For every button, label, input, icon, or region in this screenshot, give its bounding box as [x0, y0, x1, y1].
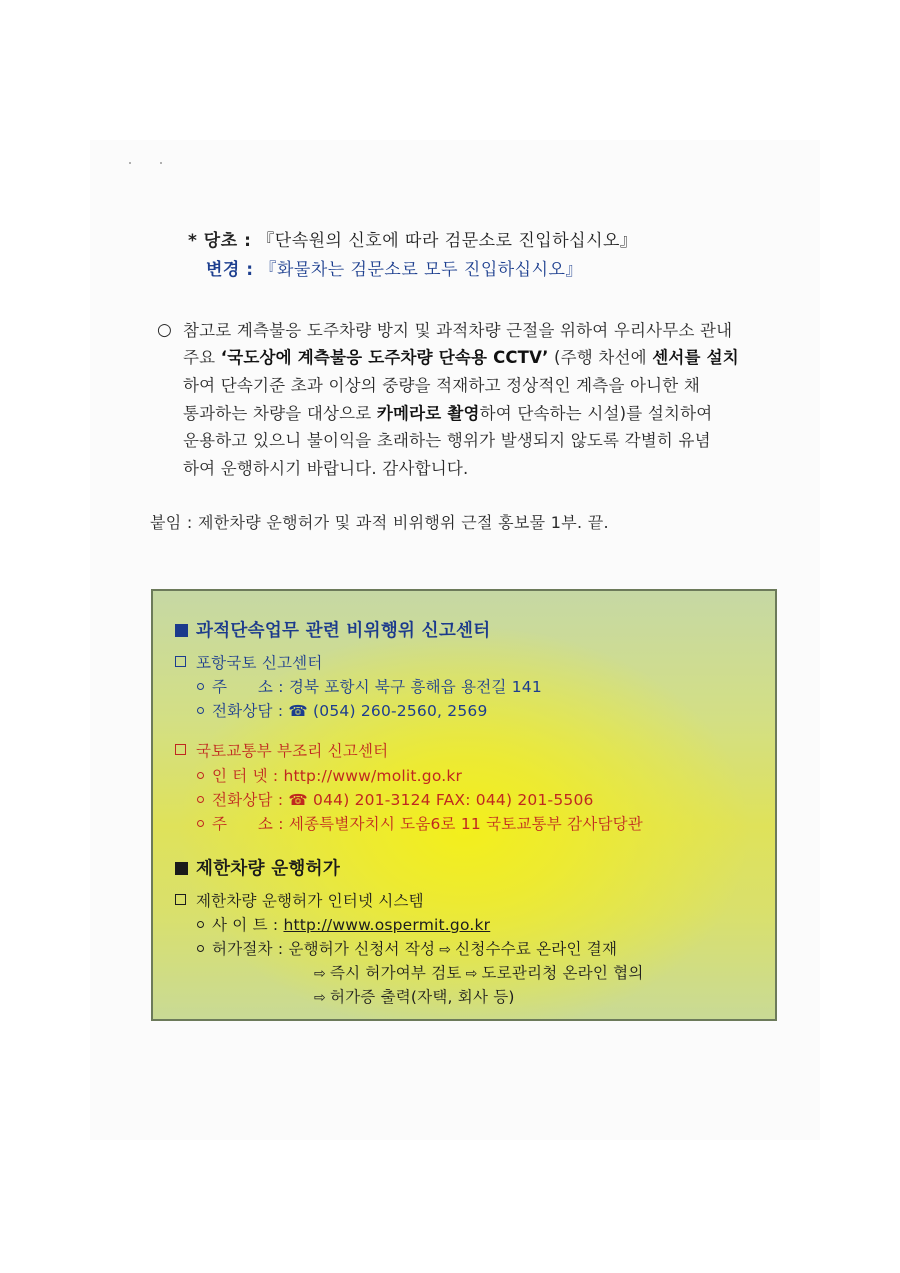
molit-phone	[197, 788, 594, 810]
bullet-icon	[197, 796, 204, 803]
pohang-address	[197, 675, 542, 697]
bullet-icon	[197, 921, 204, 928]
field-label: 전화상담 :	[212, 702, 284, 720]
field-label: 사 이 트 :	[212, 916, 279, 934]
field-label: 주 소 :	[212, 678, 284, 696]
paragraph-bullet: ○	[157, 320, 173, 340]
molit-center-heading	[175, 739, 388, 761]
procedure-step: 신청수수료 온라인 결재	[455, 940, 618, 958]
paragraph-emphasis: 센서를 설치	[652, 348, 739, 367]
center-name: 국토교통부 부조리 신고센터	[196, 742, 389, 760]
paragraph-text: 하여 단속하는 시설)를 설치하여	[479, 404, 713, 423]
arrow-right-icon: ⇨	[465, 966, 478, 982]
paragraph-line: 하여 단속기준 초과 이상의 중량을 적재하고 정상적인 계측을 아니한 채	[183, 376, 701, 395]
paragraph-line: 참고로 계측불응 도주차량 방지 및 과적차량 근절을 위하여 우리사무소 관내	[183, 321, 733, 340]
permit-procedure-cont	[310, 961, 644, 983]
scan-speck	[160, 162, 162, 164]
arrow-right-icon: ⇨	[314, 990, 326, 1006]
notice-original-text: 『단속원의 신호에 따라 검문소로 진입하십시오』	[257, 231, 638, 251]
paragraph-line: 운용하고 있으니 불이익을 초래하는 행위가 발생되지 않도록 각별히 유념	[183, 431, 711, 450]
arrow-right-icon: ⇨	[439, 942, 452, 958]
procedure-step: 허가증 출력(자택, 회사 등)	[329, 988, 515, 1006]
notice-changed	[206, 255, 583, 280]
permit-system-heading	[175, 889, 424, 911]
paragraph-text: 통과하는 차량을 대상으로	[183, 404, 377, 423]
filled-square-icon	[175, 862, 188, 875]
attachment-note: 붙임 : 제한차량 운행허가 및 과적 비위행위 근절 홍보물 1부. 끝.	[150, 513, 609, 532]
bullet-icon	[197, 683, 204, 690]
molit-link[interactable]: http://www/molit.go.kr	[283, 767, 463, 785]
notice-original-prefix: * 당초 :	[188, 231, 252, 251]
filled-square-icon	[175, 624, 188, 637]
hollow-square-icon	[175, 894, 186, 905]
notice-changed-prefix: 변경 :	[206, 260, 254, 280]
paragraph-text: 주요	[183, 348, 221, 367]
field-label: 인 터 넷 :	[212, 767, 279, 785]
pohang-phone	[197, 699, 488, 721]
hollow-square-icon	[175, 656, 186, 667]
field-label: 주 소 :	[212, 815, 284, 833]
procedure-step: 도로관리청 온라인 협의	[481, 964, 644, 982]
molit-internet	[197, 764, 462, 786]
bullet-icon	[197, 707, 204, 714]
system-name: 제한차량 운행허가 인터넷 시스템	[196, 892, 424, 910]
permit-site	[197, 913, 490, 935]
section-title-text: 제한차량 운행허가	[196, 859, 341, 879]
paragraph-emphasis: ‘국도상에 계측불응 도주차량 단속용 CCTV’	[220, 348, 549, 367]
field-label: 전화상담 :	[212, 791, 284, 809]
field-value: ☎ (054) 260-2560, 2569	[288, 702, 488, 720]
paragraph-emphasis: 카메라로 촬영	[376, 404, 480, 423]
molit-address	[197, 812, 643, 834]
field-label: 허가절차 :	[212, 940, 284, 958]
procedure-step: 즉시 허가여부 검토	[329, 964, 462, 982]
permit-procedure-cont	[310, 985, 515, 1007]
paragraph-line	[183, 400, 712, 428]
bullet-icon	[197, 945, 204, 952]
notice-original	[188, 226, 637, 251]
pohang-center-heading	[175, 651, 323, 673]
field-value: 세종특별자치시 도움6로 11 국토교통부 감사담당관	[288, 815, 643, 833]
section-title-text: 과적단속업무 관련 비위행위 신고센터	[196, 621, 491, 641]
hollow-square-icon	[175, 744, 186, 755]
center-name: 포항국토 신고센터	[196, 654, 323, 672]
scan-speck	[129, 162, 131, 164]
bullet-icon	[197, 772, 204, 779]
bullet-icon	[197, 820, 204, 827]
field-value: ☎ 044) 201-3124 FAX: 044) 201-5506	[288, 791, 594, 809]
permit-procedure	[197, 937, 617, 959]
paragraph-line: 하여 운행하시기 바랍니다. 감사합니다.	[183, 459, 469, 478]
section-report-center-title	[175, 617, 490, 642]
arrow-right-icon: ⇨	[314, 966, 326, 982]
section-permit-title	[175, 855, 340, 880]
notice-changed-text: 『화물차는 검문소로 모두 진입하십시오』	[259, 260, 583, 280]
paragraph-line	[183, 344, 739, 372]
info-box	[151, 589, 777, 1021]
paragraph-text: (주행 차선에	[548, 348, 653, 367]
ospermit-link[interactable]: http://www.ospermit.go.kr	[283, 916, 491, 934]
procedure-step: 운행허가 신청서 작성	[288, 940, 436, 958]
field-value: 경북 포항시 북구 흥해읍 용전길 141	[288, 678, 542, 696]
